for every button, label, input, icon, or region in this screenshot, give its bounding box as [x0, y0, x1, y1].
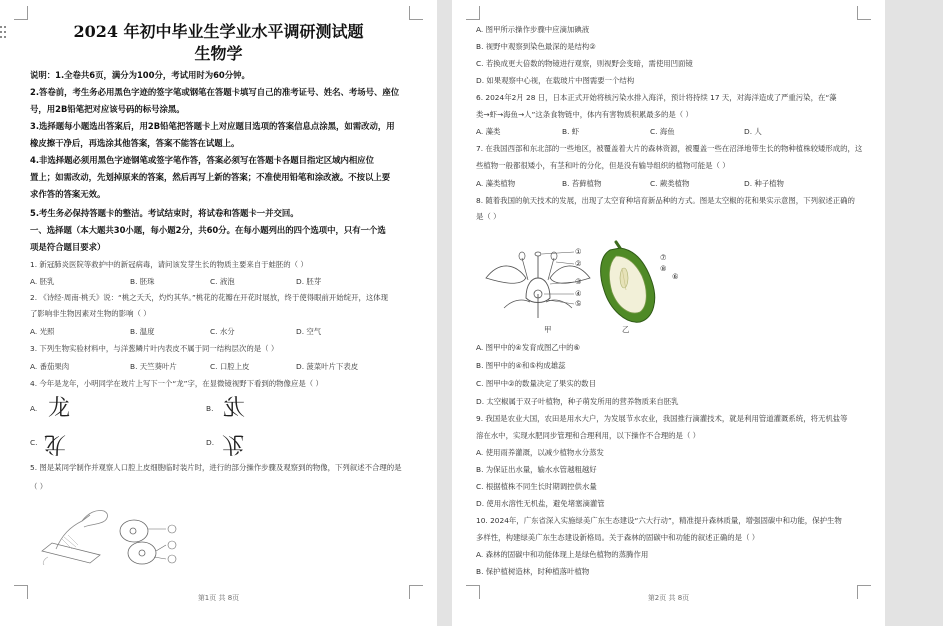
- question-6-stem-cont: 类→虾→海鱼→人”这条食物链中，体内有害物质积累最多的是（ ）: [476, 110, 693, 119]
- question-8-stem: 8. 随着我国的航天技术的发展，出现了太空育种培育新品种的方式。图是太空椒的花和果实示意图，下列叙述正确的: [476, 196, 855, 205]
- instruction-line: 3.选择题每小题选出答案后，用2B铅笔把答题卡上对应题目选项的答案信息点涂黑，如需改动，用: [30, 121, 395, 131]
- section-heading: 项是符合题目要求）: [30, 242, 106, 252]
- crop-mark: [14, 6, 28, 20]
- q3-option-a: A. 番茄果肉: [30, 362, 70, 371]
- q2-option-a: A. 光照: [30, 327, 55, 336]
- instruction-line: 号，用2B铅笔把对应该号码的标号涂黑。: [30, 104, 185, 114]
- document-page-1: [0, 0, 437, 626]
- q8-label: ⑧: [660, 264, 667, 273]
- q8-option-d: D. 太空椒属于双子叶植物，种子萌发所用的营养物质来自胚乳: [476, 397, 679, 406]
- q3-option-b: B. 天竺葵叶片: [130, 362, 177, 371]
- q8-option-b: B. 图甲中的④和⑤构成雄蕊: [476, 361, 566, 370]
- q7-option-b: B. 苔藓植物: [562, 179, 602, 188]
- q9-option-c: C. 根据植株不同生长时期调控供水量: [476, 482, 597, 491]
- question-8-stem-cont: 是（ ）: [476, 212, 501, 221]
- question-2-stem-cont: 了影响非生物因素对生物的影响（ ）: [30, 309, 151, 318]
- crop-mark: [857, 6, 871, 20]
- q4-glyph-c: 龙: [44, 431, 67, 456]
- question-9-stem-cont: 溶在水中，实现水肥同步管理和合理利用，以下操作不合理的是（ ）: [476, 431, 701, 440]
- instruction-line: 4.非选择题必须用黑色字迹钢笔或签字笔作答，答案必须写在答题卡各题目指定区域内相应位: [30, 155, 375, 165]
- q3-option-c: C. 口腔上皮: [210, 362, 250, 371]
- q7-option-d: D. 种子植物: [744, 179, 784, 188]
- document-page-2: [452, 0, 885, 626]
- q4-glyph-a: 龙: [48, 396, 71, 421]
- q8-label: ③: [575, 277, 582, 286]
- q10-option-b: B. 保护植树造林，时种植落叶植物: [476, 567, 590, 576]
- q1-option-c: C. 液泡: [210, 277, 235, 286]
- q5-option-c: C. 若换成更大倍数的物镜进行观察，则视野会变暗，需使用凹面镜: [476, 59, 693, 68]
- question-3-stem: 3. 下列生物实验材料中，与洋葱鳞片叶内表皮不属于同一结构层次的是（ ）: [30, 344, 279, 353]
- crop-mark: [409, 6, 423, 20]
- page-footer: 第2页 共 8页: [647, 594, 690, 602]
- q4-option-a: A.: [30, 404, 38, 413]
- q8-label: ②: [575, 259, 582, 268]
- instruction-line: 2.答卷前，考生务必用黑色字迹的签字笔或钢笔在答题卡填写自己的准考证号、姓名、考场号、座位: [30, 87, 400, 97]
- question-5-stem-cont: （ ）: [30, 482, 48, 491]
- instruction-line: 求作答的答案无效。: [30, 189, 106, 199]
- question-5-stem: 5. 图是某同学制作并观察人口腔上皮细胞临时装片时，进行的部分操作步骤及观察到的物像，下列叙述不合理的是: [30, 463, 402, 472]
- q8-label: ④: [575, 289, 582, 298]
- q8-figure-label-left: 甲: [544, 325, 552, 334]
- q4-option-c: C.: [30, 438, 38, 447]
- q8-label: ⑦: [660, 253, 667, 262]
- q9-option-b: B. 为保证出水量，输水水管越粗越好: [476, 465, 597, 474]
- q8-option-a: A. 图甲中的④发育成图乙中的⑥: [476, 343, 581, 352]
- question-7-stem: 7. 在我国西部和东北部的一些地区，被覆盖着大片的森林资源，被覆盖一些在沼泽地带生长的物种植株较矮形成的，这: [476, 144, 863, 153]
- instruction-line: 5.考生务必保持答题卡的整洁。考试结束时，将试卷和答题卡一并交回。: [30, 208, 299, 218]
- q5-option-a: A. 图甲所示操作步骤中应滴加碘液: [476, 25, 590, 34]
- question-9-stem: 9. 我国是农业大国，农田是用水大户，为发展节水农业，我国推行滴灌技术，就是利用管道灌溉系统，将无机盐等: [476, 414, 848, 423]
- instruction-line: 置上；如需改动，先划掉原来的答案，然后再写上新的答案；不准使用铅笔和涂改液。不按以上要: [30, 172, 391, 182]
- exam-subject: 生物学: [194, 44, 243, 63]
- question-10-stem-cont: 多样性，构建绿美广东生态建设新格局。关于森林的固碳中和功能的叙述正确的是（ ）: [476, 533, 760, 542]
- question-7-stem-cont: 些植物一般都很矮小，有茎和叶的分化，但是没有输导组织的植物可能是（ ）: [476, 161, 730, 170]
- q2-option-d: D. 空气: [296, 327, 322, 336]
- q10-option-a: A. 森林的固碳中和功能体现上是绿色植物的蒸腾作用: [476, 550, 649, 559]
- question-2-stem: 2. 《诗经·周南·桃夭》说：“桃之夭夭，灼灼其华。”桃花的花瓣在开花时展放，终于使得眼前开始绽开，这体现: [30, 293, 389, 302]
- q9-option-a: A. 使用雨养灌溉，以减少植物水分蒸发: [476, 448, 604, 457]
- page-footer: 第1页 共 8页: [197, 594, 240, 602]
- question-1-stem: 1. 新冠肺炎医院等救护中的新冠病毒，请问该发芽生长的物质主要来自于蛙胚的（ ）: [30, 260, 308, 269]
- q5-option-d: D. 如果观察中心视，在载玻片中图需要一个结构: [476, 76, 635, 85]
- q5-figure-cells: [116, 515, 186, 567]
- q6-option-d: D. 人: [744, 127, 762, 136]
- q4-glyph-b: 龙: [223, 396, 246, 421]
- q8-figure-label-right: 乙: [622, 325, 630, 334]
- q7-option-c: C. 蕨类植物: [650, 179, 690, 188]
- q4-option-d: D.: [206, 438, 215, 447]
- q8-option-c: C. 图甲中②的数量决定了果实的数目: [476, 379, 596, 388]
- instruction-line: 说明：1.全卷共6页，满分为100分，考试用时为60分钟。: [30, 70, 250, 80]
- q4-option-b: B.: [206, 404, 214, 413]
- q6-option-a: A. 藻类: [476, 127, 501, 136]
- q2-option-c: C. 水分: [210, 327, 235, 336]
- instruction-line: 橡皮擦干净后，再选涂其他答案，答案不能答在试题上。: [30, 138, 240, 148]
- exam-title: 2024 年初中毕业生学业水平调研测试题: [73, 22, 364, 41]
- section-heading: 一、选择题（本大题共30小题，每小题2分，共60分。在每小题列出的四个选项中，只有一个选: [30, 225, 386, 235]
- q6-option-c: C. 海鱼: [650, 127, 675, 136]
- q5-option-b: B. 视野中观察到染色最深的是结构②: [476, 42, 596, 51]
- q8-figure-pepper: [596, 238, 660, 326]
- crop-mark: [466, 6, 480, 20]
- q8-label: ①: [575, 247, 582, 256]
- q8-label: ⑥: [672, 272, 679, 281]
- q6-option-b: B. 虾: [562, 127, 580, 136]
- q1-option-d: D. 胚芽: [296, 277, 322, 286]
- question-10-stem: 10. 2024年，广东省深入实施绿美广东生态建设“六大行动”，精准提升森林质量，增强固碳中和功能，保护生物: [476, 516, 842, 525]
- q4-glyph-d: 龙: [222, 431, 245, 456]
- q5-figure-slide-preparation: [38, 505, 118, 565]
- q7-option-a: A. 藻类植物: [476, 179, 516, 188]
- q2-option-b: B. 温度: [130, 327, 155, 336]
- question-4-stem: 4. 今年是龙年，小明同学在玻片上写下一个“龙”字，在显微镜视野下看到的物像应是（ ）: [30, 379, 323, 388]
- q3-option-d: D. 菠菜叶片下表皮: [296, 362, 359, 371]
- q8-label: ⑤: [575, 299, 582, 308]
- q9-option-d: D. 使用水溶性无机盐，避免堵塞滴灌管: [476, 499, 605, 508]
- q1-option-b: B. 胚珠: [130, 277, 155, 286]
- q1-option-a: A. 胚乳: [30, 277, 55, 286]
- question-6-stem: 6. 2024年2月 28 日，日本正式开始将核污染水排入海洋，预计将持续 17 天，对海洋造成了严重污染，在“藻: [476, 93, 837, 102]
